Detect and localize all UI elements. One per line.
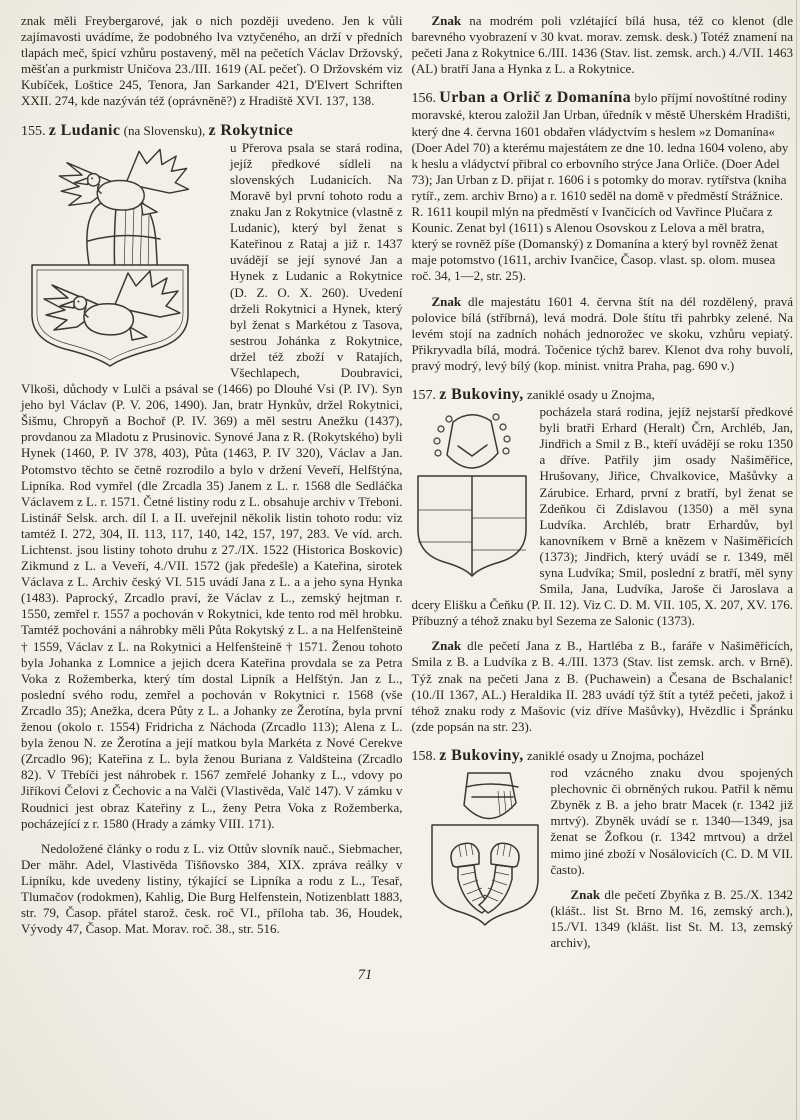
entry-156-name: Urban a Orlič z Domanína (439, 89, 632, 107)
two-column-layout (21, 13, 793, 951)
entry-158-number: 158. (411, 748, 436, 764)
entry-155-body (21, 140, 403, 832)
entry-158-body (412, 765, 794, 878)
entry-156-body-text: bylo příjmí novoštítné rodiny moravské, kterou založil Jan Urban, úředník v městě Uherském Hradišti, který dne 4. června 1601 obdařen vládyctvím s heslem »z Domanína« (Doer Adel 70) a kterému majestátem ze dne 10. ledna 1604 voleno, aby k heslu a vládyctví přibral co erbovního strýce Jana Orliče. (Doer Adel 73); Jan Urban z D. přijat r. 1606 i s potomky do morav. rytířstva (kniha rytíř., zem. archiv Brno) a r. 1610 seděl na domě v předměstí Strážnice. R. 1611 koupil mlýn na předměstí v Ivančicích od Vavřince Plučara z Kounic. Zenat byl (1611) s Alenou Osovskou z Lelova a měl bratra, který se rovněž píše (Domanský) z Domanína a který byl rovněž ženat maje potomstvo (1611, archiv Ivančice, Časop. vlast. sp. olom. musea roč. 34, 1—2, str. 25). (411, 90, 791, 284)
entry-157-name: z Bukoviny, (439, 385, 524, 403)
paragraph-text: znak měli Freybergarové, jak o nich později uvedeno. Jen k vůli zajímavosti uvádíme, že podobného lva vztyčeného, an drží v předních tlapách meč, špicí vzhůru postavený, měl na pečetích Václav Držovský, měšťan a purkmistr Uničova 23./III. 1619 (AL pečeť). O Držovském viz Kubíček, Loštice 245, Tenora, Jan Sarkander 421, D'Elvert Schriften XXII. 274, kde nazýván též (oprávněně?) z Hradiště XVI. 137, 138. (21, 13, 403, 109)
entry-157-coat-of-arms (412, 406, 532, 584)
znak-text: dle majestátu 1601 4. června štít na dél rozdělený, pravá polovice bílá (stříbrná), levá modrá. Dole štítu tři pahrbky zelené. Na levém stojí na zadních nohách jednorožec ve skoku, vzhůru vepiatý. Přikryvadla bílá, modrá. Točenice týchž barev. Klenot dva rohy buvolí, pravý modrý, levý bílý (kop. minist. vnitra Praha, pag. 690 v.) (411, 293, 793, 373)
page-number: 71 (357, 967, 373, 984)
note-text: Nedoložené články o rodu z L. viz Ottův slovník nauč., Siebmacher, Der mähr. Adel, Vlastivěda Tišňovsko 384, XIX. zpráva reálky v Lipníku, kde uvedeny listiny, týkající se Lipníka a rodu z L., Tesař, Tlumačov (rodokmen), Kahlig, Die Burg Helfenstein, Notizenblatt 1883, str. 79, Časop. přátel starož. česk. roč VI., příloha tab. 36, Houdek, Vývody 47, Časop. Mat. Morav. roč. 38., str. 516. (21, 840, 403, 937)
entry-155-name-rokytnice: z Rokytnice (208, 121, 294, 139)
left-column (21, 13, 403, 951)
entry-155-number: 155. (21, 123, 46, 139)
znak-text: dle pečetí Jana z B., Hartléba z B., faráře v Našiměřicích, Smila z B. a Ludvíka z B. 4./III. 1373 (Stav. list zemsk. arch. v Brně). Týž znak na pečeti Jana z B. (Puchawein) a Česana de Bschalanic! (10./II 1367, AL.) Heraldika II. 283 uvádí týž štít a tytéž pečeti, jakož i téhož znaku rody z Mašovic (viz dříve Mašůvky), Hvězdlic i Špránku (zde popsán na str. 23). (411, 638, 793, 734)
entry-158-coat-of-arms (428, 767, 542, 935)
entry-157-number: 157. (411, 387, 436, 403)
znak-paragraph-157 (412, 638, 794, 735)
znak-text: dle pečetí Zbyňka z B. 25./X. 1342 (klášt.. list St. Brno M. 16, zemský arch.), 15./VI. 1349 (klášt. list St. M. 13, zemský archiv), (550, 886, 793, 950)
znak-lead-word: Znak (431, 293, 462, 309)
znak-paragraph-155 (412, 13, 794, 77)
entry-155-body-text: u Přerova psala se stará rodina, jejíž předkové sídleli na slovenských Ludanicích. Na Moravě byl první tohoto rodu a znaku Jan z Rokytnice (vlastně z Ludanic), který byl ženat s Kateřinou z Rataj a již r. 1437 uvádějí se její synové Jan a Hynek z Ludanic a Rokytnice (D. Z. O. X. 260). Uvedení drželi Rokytnici a Hynek, který byl ženat s Markétou z Tasova, sestrou Johánka z Rokytnice, držel též zboží v Ratajích, Všechlapech, Doubravici, Vlkoši, důchody v Lulči a psával se (1466) po Dlouhé Vsi (P. IV). Syn jeho byl Václav (P. V. 206, 1490). Jan, bratr Hynkův, držel Rokytnici, Šišmu, Chropyň a Bochoř (P. IV. 369) a měl sestru Anežku (1437), provdanou za Mladotu z Prusinovic. Synové Jana z R. (Rokytského) byli Hynek (1460, P. IV 378, 403), Půta (1463, P. IV 320), Václav a Jan. Potomstvo těchto se četně rozrodilo a bylo v držení Veveří, Helfštýna, Lipníka. Rod vymřel (dle Zrcadla 35) Janem z L. r. 1568 dle Sedláčka Václavem z L. r. 1571. Četné listiny rodu z L. obsahuje archiv v Třeboni. Listinář Selsk. arch. díl I. a II. uveřejnil několik listin tohoto rodu: viz tamtéž I. 272, 304, II. 113, 117, 140, 142, 157, 197, 283. Ve víd. arch. Lichtenst. jsou listiny tohoto druhu z 27./IX. 1522 (Historica Boskovic) Zikmund z L. a Veveří, 4./VII. 1572 (jak předešle) a Kateřina, sirotek Václava z L. Archiv český VI. 515 uvádí Jana z L. a a jeho syna Hynka (1483). Paprocký, Zrcadlo praví, že Václav z L., zemský hejtman r. 1550, zemřel r. 1557 a pochován v Rokytnici, kde tento rod měl hrobku. Tamtéž pochováni a náhrobky měli Půta Rokytský z L. a na Helfenšteině † 1559, Václav z L. na Rokytnici a Helfenšteině † 1571. Ženou tohoto byla Johanka z Lomnice a jejich dcera Kateřina provdala se za Petra Voka z Rožemberka, který tím dostal Lipník a Helfštýn. Jan z L., poslední svého rodu, zemřel a pochován v Rokytnici r. 1568 (vše Zrcadlo 35); Anežka, dcera Půty z L. a Johanky ze Žerotína, byla první ženou (okolo r. 1554) Fridricha z Náchoda (Zrcadlo 113); Alena z L. byla ženou N. ze Žerotína a její matkou byla Markéta z Nové Cerekve (Zrcadlo 96); Kateřina z L. byla ženou Buriana z Valdšteina (Zrcadlo 82). V Třebíči jest náhrobek r. 1567 zemřelé Johanky z L., vdovy po Jiříkovi Čelovi z Čechovic a na Valči (Vlastivěda, Valč 147). V zámku v Roudnici jest obraz Kateřiny z L., ženy Petra Voka z Rožemberka, pocházející z r. 1580 (Hrady a zámky VIII. 171). (21, 139, 403, 831)
goose-coat-of-arms-illustration (21, 143, 223, 373)
entry-155-heading (21, 123, 403, 140)
entry-158-body-text: rod vzácného znaku dvou spojených plechovnic či obrněných rukou. Patřil k němu Zbyněk z B. a jeho bratr Macek (r. 1342 již mrtvý). Zbyněk uvádí se r. 1340—1349, jsa ženat se Žofkou (r. 1342 mrtvou) a držel mimo jiné zboží v Nosálovicích (C. D. M VII. často). (550, 765, 793, 877)
gauntlets-coat-of-arms-illustration (428, 767, 542, 935)
znak-lead-word: Znak (431, 13, 462, 28)
entry-158-heading (412, 748, 794, 765)
entry-156-paragraph (412, 90, 794, 284)
entry-157-heading-rest: zaniklé osady u Znojma, (526, 386, 655, 402)
barry-coat-of-arms-illustration (412, 406, 532, 584)
entry-156-number: 156. (411, 91, 436, 107)
znak-paragraph-156 (412, 294, 794, 374)
entry-155-note (21, 841, 403, 938)
entry-158-name: z Bukoviny, (439, 746, 524, 764)
scan-page-edge (796, 0, 797, 1120)
goose-crest-icon (59, 149, 188, 215)
entry-157-heading (412, 387, 794, 404)
right-column (412, 13, 794, 951)
entry-155-heading-middle: (na Slovensku), (123, 122, 206, 138)
znak-text: na modrém poli vzlétající bílá husa, též co klenot (dle barevného vyobrazení v 30 kvat. morav. zemsk. desk.) Totéž znamení na pečeti Jana z Rokytnice 6./III. 1436 (Stav. list. zemsk. arch.) 4./VII. 1463 (AL) bratří Jana a Hynka z L. a Rokytnice. (411, 13, 793, 77)
entry-155-name-ludanic: z Ludanic (48, 121, 121, 139)
continuation-paragraph (21, 13, 403, 110)
entry-157-body (412, 404, 794, 629)
entry-158-heading-rest: zaniklé osady u Znojma, pocházel (526, 747, 705, 763)
entry-155-coat-of-arms (21, 143, 223, 373)
znak-lead-word: Znak (570, 886, 601, 902)
entry-157-body-text: pocházela stará rodina, jejíž nejstarší předkové byli bratři Erhard (Heralt) Črn, Archléb, Jan, Jindřich a Smil z B., kteří uvádějí se roku 1350 a dříve. Patřily jim osady Našiměřice, Hrušovany, Jiřice, Chvalkovice, Mašůvky a Zárubice. Erhard, první z bratří, byl ženat se Zdeňkou či Zdislavou (1350) a měl syna Ludvíka. Archléb, bratr Erhardův, byl kanovníkem v Brně a knězem v Našiměřicích (1373); Jindřich, který uvádí se r. 1349, měl syna Ludvíka; Smil, poslední z bratří, měl syny Smila, Jana, Ludvíka, Jaroše či Jaroslava a dcery Elišku a Čeňku (P. II. 12). Viz C. D. M. VII. 105, X. 207, XV. 176. Příbuzný a téhož znaku byl Sezema ze Salonic (1373). (411, 404, 793, 629)
znak-lead-word: Znak (431, 638, 462, 654)
